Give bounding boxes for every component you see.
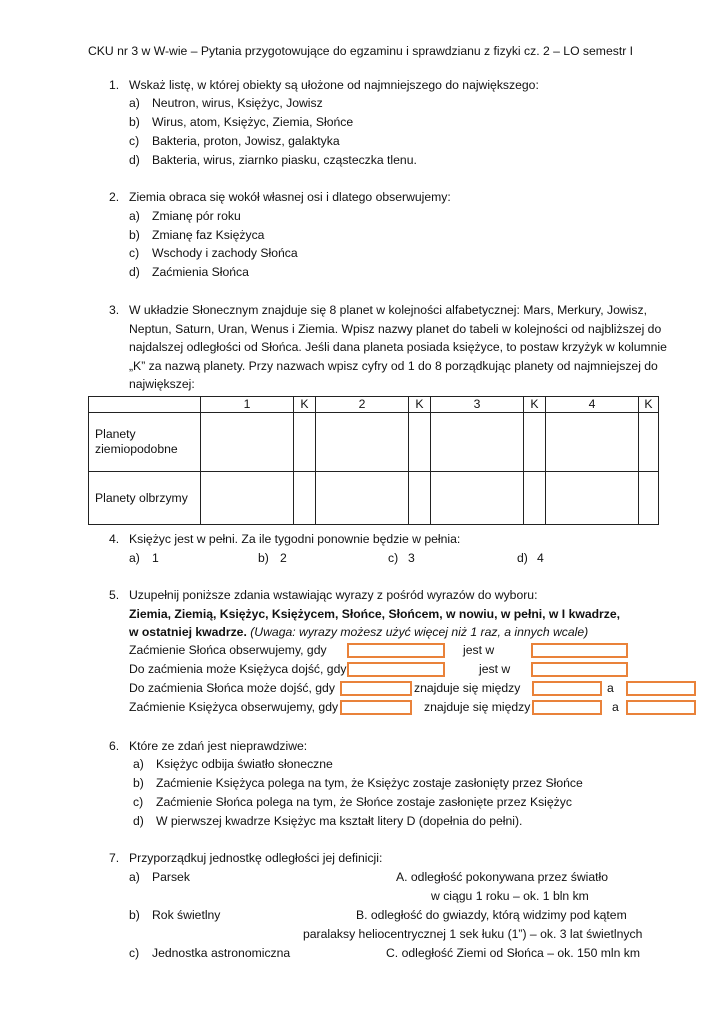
- q2-option-a-letter: a): [129, 209, 140, 223]
- q5-sentence-4-mid: znajduje się między: [424, 700, 531, 714]
- q5-word-bank-2: [129, 625, 588, 640]
- q2-option-c: Wschody i zachody Słońca: [152, 246, 298, 260]
- q6-number: 6.: [109, 739, 120, 753]
- q1-option-c: Bakteria, proton, Jowisz, galaktyka: [152, 134, 340, 148]
- q7-number: 7.: [109, 851, 120, 865]
- q7-def-a-line1: A. odległość pokonywana przez światło: [396, 870, 609, 884]
- col-header-1: 1: [201, 397, 294, 413]
- row-label-giants: Planety olbrzymy: [89, 472, 201, 525]
- q5-sentence-3-mid: znajduje się między: [414, 681, 521, 695]
- q1-option-d: Bakteria, wirus, ziarnko piasku, cząsteczka tlenu.: [152, 153, 417, 167]
- row-label-terrestrial: [89, 413, 201, 472]
- q5-word-bank: Ziemia, Ziemią, Księżyc, Księżycem, Słońce, Słońcem, w nowiu, w pełni, w I kwadrze,: [129, 607, 621, 621]
- col-header-k4: K: [639, 397, 659, 413]
- q4-option-c: 3: [408, 551, 415, 565]
- q5-text: Uzupełnij poniższe zdania wstawiając wyrazy z pośród wyrazów do wyboru:: [129, 588, 538, 602]
- q7-text: Przyporządkuj jednostkę odległości jej definicji:: [129, 851, 383, 865]
- q5-blank-3c[interactable]: [626, 681, 696, 696]
- q3-line-2: Neptun, Saturn, Uran, Wenus i Ziemia. Wpisz nazwy planet do tabeli w kolejności od najbliższej do: [129, 322, 662, 336]
- q3-line-3: najdalszej odległości od Słońca. Jeśli dana planeta posiada księżyce, to postaw krzyżyk w kolumnie: [129, 340, 667, 354]
- q7-item-b-letter: b): [129, 908, 140, 922]
- col-header-2: 2: [316, 397, 409, 413]
- q5-sentence-4-and: a: [612, 700, 619, 714]
- q4-option-b: 2: [280, 551, 287, 565]
- q1-text: Wskaż listę, w której obiekty są ułożone od najmniejszego do największego:: [129, 78, 539, 92]
- table-corner-cell: [89, 397, 201, 413]
- q5-sentence-3-and: a: [607, 681, 614, 695]
- q5-blank-4a[interactable]: [340, 700, 412, 715]
- q5-blank-3a[interactable]: [340, 681, 412, 696]
- q1-option-b-letter: b): [129, 115, 140, 129]
- q5-sentence-2-mid: jest w: [479, 662, 511, 676]
- q7-def-a-line2: w ciągu 1 roku – ok. 1 bln km: [431, 889, 589, 903]
- q7-def-b-line1: B. odległość do gwiazdy, którą widzimy pod kątem: [356, 908, 627, 922]
- q6-option-d: W pierwszej kwadrze Księżyc ma kształt litery D (dopełnia do pełni).: [156, 814, 523, 828]
- q2-number: 2.: [109, 190, 120, 204]
- q4-option-d-letter: d): [517, 551, 528, 565]
- col-header-k1: K: [294, 397, 316, 413]
- q5-sentence-2: Do zaćmienia może Księżyca dojść, gdy: [129, 662, 347, 676]
- q5-sentence-1: Zaćmienie Słońca obserwujemy, gdy: [129, 643, 327, 657]
- q4-option-c-letter: c): [388, 551, 399, 565]
- q5-blank-1b[interactable]: [531, 643, 628, 658]
- answer-cell[interactable]: [201, 413, 294, 472]
- q7-def-c-line1: C. odległość Ziemi od Słońca – ok. 150 mln km: [386, 946, 641, 960]
- q3-line-4: „K” za nazwą planety. Przy nazwach wpisz cyfry od 1 do 8 porządkując planety od najmniejszej do: [129, 359, 658, 373]
- answer-cell-k[interactable]: [294, 472, 316, 525]
- q7-item-c: Jednostka astronomiczna: [152, 946, 291, 960]
- answer-cell-k[interactable]: [294, 413, 316, 472]
- answer-cell-k[interactable]: [409, 472, 431, 525]
- q5-blank-3b[interactable]: [532, 681, 602, 696]
- q2-text: Ziemia obraca się wokół własnej osi i dlatego obserwujemy:: [129, 190, 451, 204]
- q6-option-c: Zaćmienie Słońca polega na tym, że Słońce zostaje zasłonięte przez Księżyc: [156, 795, 572, 809]
- q2-option-d-letter: d): [129, 265, 140, 279]
- table-row: [89, 413, 659, 472]
- answer-cell[interactable]: [316, 413, 409, 472]
- q1-number: 1.: [109, 78, 120, 92]
- q5-blank-4c[interactable]: [626, 700, 696, 715]
- q1-option-a-letter: a): [129, 96, 140, 110]
- answer-cell[interactable]: [431, 413, 524, 472]
- planets-table: [88, 396, 659, 525]
- q3-line-1: W układzie Słonecznym znajduje się 8 planet w kolejności alfabetycznej: Mars, Merkury, Jowisz,: [129, 303, 647, 317]
- q1-option-b: Wirus, atom, Księżyc, Ziemia, Słońce: [152, 115, 354, 129]
- q6-option-b-letter: b): [133, 776, 144, 790]
- q4-option-b-letter: b): [258, 551, 269, 565]
- q6-option-a: Księżyc odbija światło słoneczne: [156, 757, 333, 771]
- answer-cell-k[interactable]: [639, 413, 659, 472]
- col-header-3: 3: [431, 397, 524, 413]
- q6-option-d-letter: d): [133, 814, 144, 828]
- q6-option-c-letter: c): [133, 795, 144, 809]
- q5-word-bank-end: w ostatniej kwadrze.: [129, 625, 247, 639]
- q7-def-b-line2: paralaksy heliocentrycznej 1 sek łuku (1”) – ok. 3 lat świetlnych: [303, 927, 643, 941]
- answer-cell-k[interactable]: [409, 413, 431, 472]
- col-header-4: 4: [546, 397, 639, 413]
- q5-blank-1a[interactable]: [347, 643, 445, 658]
- q5-blank-4b[interactable]: [532, 700, 602, 715]
- q7-item-c-letter: c): [129, 946, 140, 960]
- document-header: CKU nr 3 w W-wie – Pytania przygotowujące do egzaminu i sprawdzianu z fizyki cz. 2 – LO semestr I: [88, 44, 634, 58]
- q4-text: Księżyc jest w pełni. Za ile tygodni ponownie będzie w pełnia:: [129, 532, 461, 546]
- row-label-line: Planety: [95, 427, 136, 441]
- q2-option-b-letter: b): [129, 228, 140, 242]
- q2-option-d: Zaćmienia Słońca: [152, 265, 249, 279]
- q5-number: 5.: [109, 588, 120, 602]
- q3-line-5: największej:: [129, 377, 195, 391]
- q4-option-a: 1: [152, 551, 159, 565]
- q7-item-b: Rok świetlny: [152, 908, 221, 922]
- answer-cell[interactable]: [546, 472, 639, 525]
- q5-sentence-3: Do zaćmienia Słońca może dojść, gdy: [129, 681, 335, 695]
- q6-option-b: Zaćmienie Księżyca polega na tym, że Księżyc zostaje zasłonięty przez Słońce: [156, 776, 583, 790]
- col-header-k3: K: [524, 397, 546, 413]
- answer-cell[interactable]: [316, 472, 409, 525]
- col-header-k2: K: [409, 397, 431, 413]
- q4-option-a-letter: a): [129, 551, 140, 565]
- q5-note: (Uwaga: wyrazy możesz użyć więcej niż 1 raz, a innych wcale): [250, 625, 589, 639]
- q7-item-a-letter: a): [129, 870, 140, 884]
- q5-blank-2a[interactable]: [347, 662, 445, 677]
- q5-blank-2b[interactable]: [531, 662, 628, 677]
- answer-cell-k[interactable]: [524, 472, 546, 525]
- answer-cell-k[interactable]: [639, 472, 659, 525]
- q4-number: 4.: [109, 532, 120, 546]
- q2-option-b: Zmianę faz Księżyca: [152, 228, 265, 242]
- q2-option-c-letter: c): [129, 246, 140, 260]
- table-row: [89, 472, 659, 525]
- q4-option-d: 4: [537, 551, 544, 565]
- answer-cell[interactable]: [201, 472, 294, 525]
- q5-sentence-4: Zaćmienie Księżyca obserwujemy, gdy: [129, 700, 339, 714]
- answer-cell[interactable]: [546, 413, 639, 472]
- q7-item-a: Parsek: [152, 870, 190, 884]
- q1-option-d-letter: d): [129, 153, 140, 167]
- q6-text: Które ze zdań jest nieprawdziwe:: [129, 739, 308, 753]
- q3-number: 3.: [109, 303, 120, 317]
- q1-option-a: Neutron, wirus, Księżyc, Jowisz: [152, 96, 323, 110]
- q5-sentence-1-mid: jest w: [463, 643, 495, 657]
- answer-cell[interactable]: [431, 472, 524, 525]
- q2-option-a: Zmianę pór roku: [152, 209, 241, 223]
- answer-cell-k[interactable]: [524, 413, 546, 472]
- q6-option-a-letter: a): [133, 757, 144, 771]
- row-label-line: ziemiopodobne: [95, 442, 178, 456]
- q1-option-c-letter: c): [129, 134, 140, 148]
- table-header-row: [89, 397, 659, 413]
